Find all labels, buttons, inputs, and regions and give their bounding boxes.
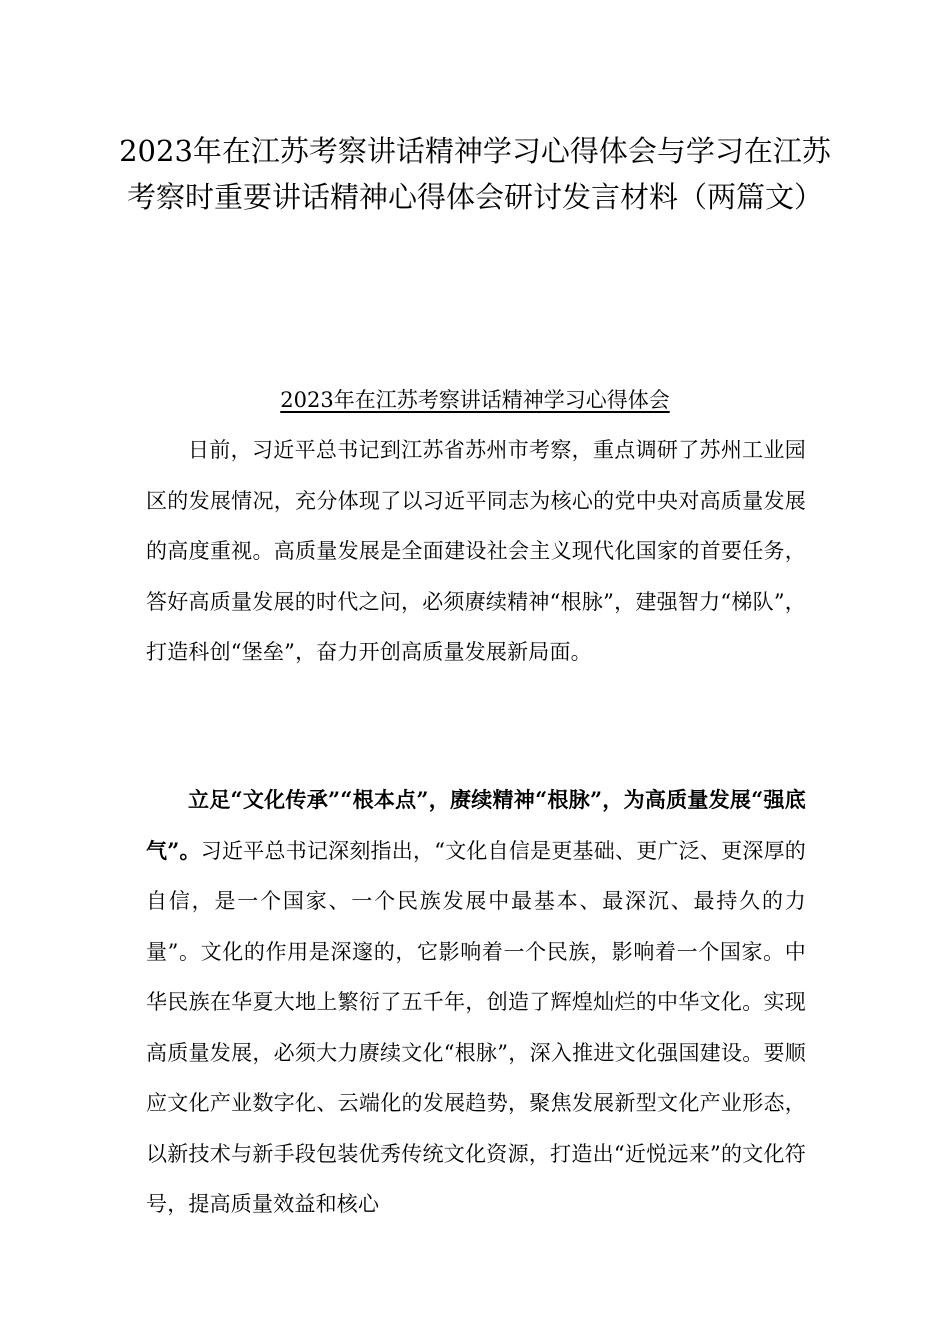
body-paragraph (146, 775, 806, 1230)
paragraph-text: 日前，习近平总书记到江苏省苏州市考察，重点调研了苏州工业园区的发展情况，充分体现了以习近平同志为核心的党中央对高质量发展的高度重视。高质量发展是全面建设社会主义现代化国家的首要任务，答好高质量发展的时代之问，必须赓续精神“根脉”，建强智力“梯队”，打造科创“堡垒”，奋力开创高质量发展新局面。 (146, 438, 806, 664)
body-paragraph (146, 425, 806, 678)
document-title: 2023年在江苏考察讲话精神学习心得体会与学习在江苏考察时重要讲话精神心得体会研讨发言材料（两篇文） (119, 134, 831, 214)
section-title: 2023年在江苏考察讲话精神学习心得体会 (280, 388, 670, 412)
paragraph-text: 习近平总书记深刻指出，“文化自信是更基础、更广泛、更深厚的自信，是一个国家、一个民族发展中最基本、最深沉、最持久的力量”。文化的作用是深邃的，它影响着一个民族，影响着一个国家。中华民族在华夏大地上繁衍了五千年，创造了辉煌灿烂的中华文化。实现高质量发展，必须大力赓续文化“根脉”，深入推进文化强国建设。要顺应文化产业数字化、云端化的发展趋势，聚焦发展新型文化产业形态，以新技术与新手段包装优秀传统文化资源，打造出“近悦远来”的文化符号，提高质量效益和核心 (146, 838, 806, 1216)
paragraph-lead: 立足“文化传承”“根本点”，赓续精神“根脉”，为高质量发展“强底气”。 (146, 787, 806, 863)
